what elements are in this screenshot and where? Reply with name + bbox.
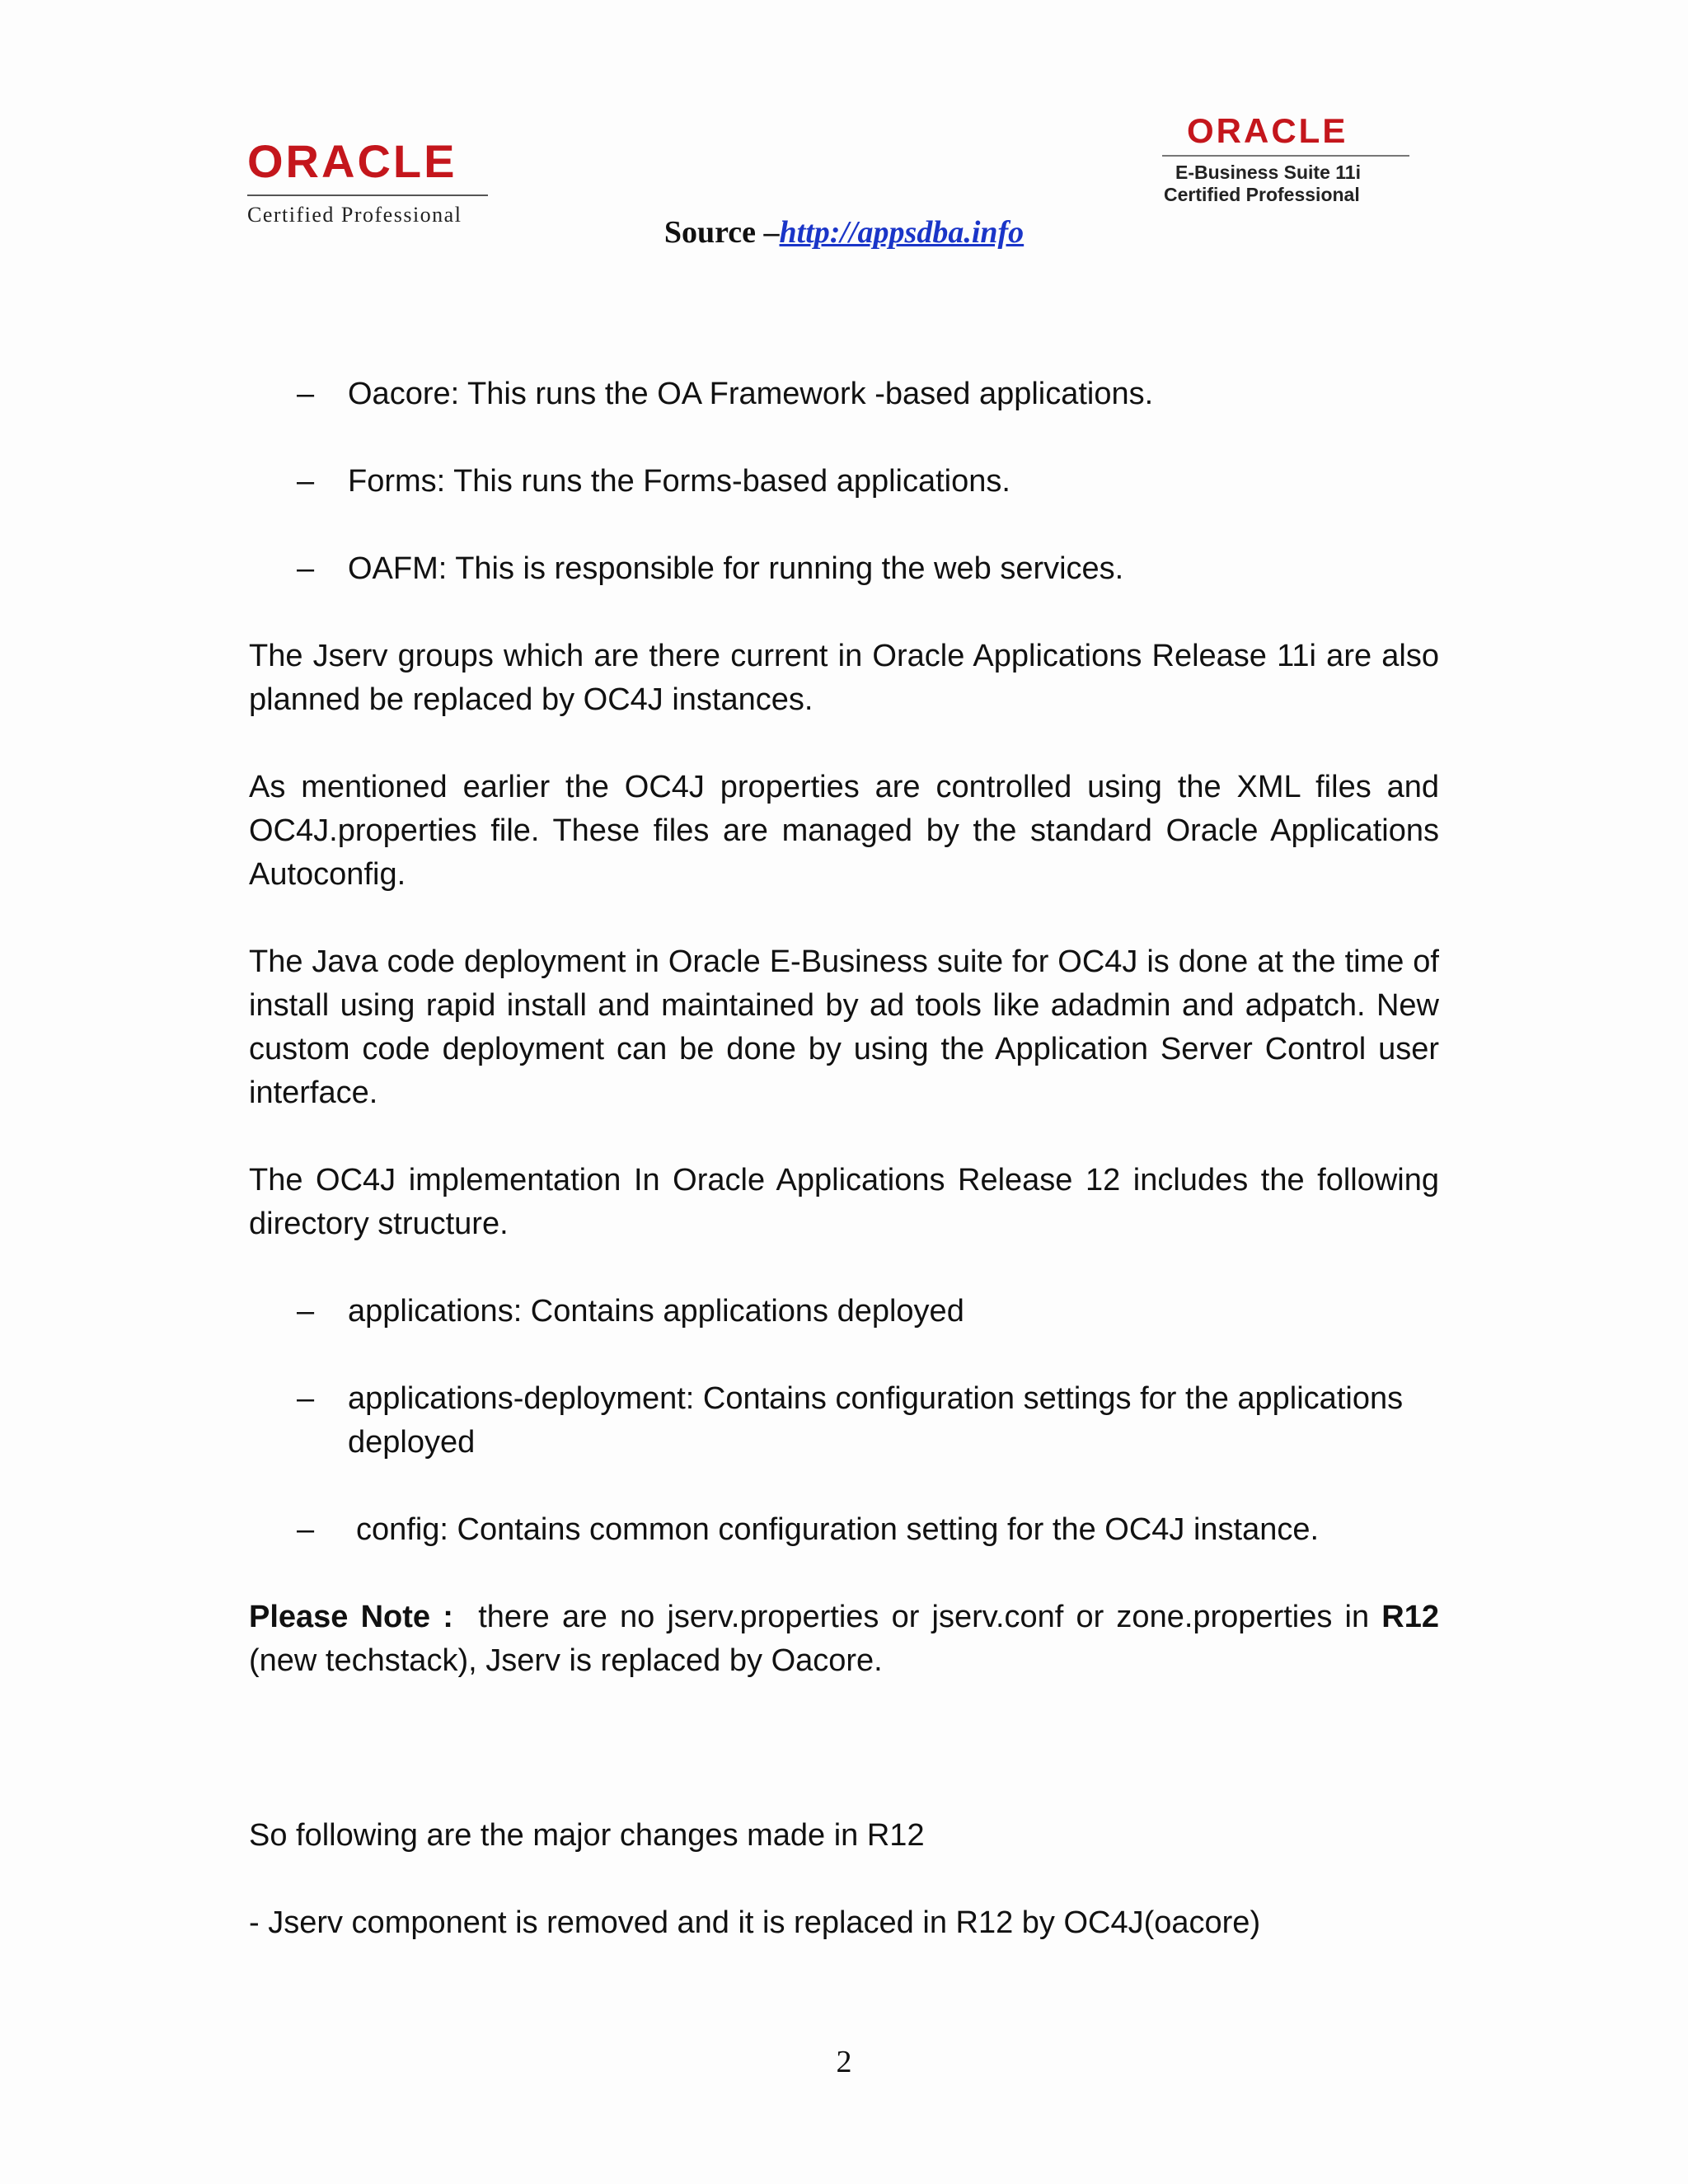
logo-divider — [247, 194, 488, 196]
list-item-text: Oacore: This runs the OA Framework -based applications. — [348, 377, 1154, 411]
logo-brand: ORACLE — [247, 135, 457, 187]
logo-caption: Certified Professional — [247, 203, 462, 227]
dash-bullet: – — [297, 1294, 315, 1329]
note-label: Please Note : — [249, 1600, 453, 1634]
paragraph: So following are the major changes made in R12 — [249, 1818, 925, 1853]
note-text: there are no jserv.properties or jserv.conf or zone.properties in — [478, 1600, 1370, 1634]
source-line — [0, 214, 1688, 251]
paragraph: As mentioned earlier the OC4J properties are controlled using the XML files and OC4J.properties file. These files are managed by the standard Oracle Applications Autoconfig. — [249, 770, 1439, 892]
dash-bullet: – — [297, 1512, 315, 1547]
paragraph: The Java code deployment in Oracle E-Business suite for OC4J is done at the time of install using rapid install and maintained by ad tools like adadmin and adpatch. New custom code deployment can be done by using the Application Server Control user interface. — [249, 944, 1439, 1110]
dash-bullet: – — [297, 1381, 315, 1416]
logo-divider — [1162, 155, 1409, 157]
dash-bullet: – — [297, 464, 315, 499]
document-body — [249, 373, 1439, 1989]
list-item — [249, 460, 1439, 504]
page-number: 2 — [836, 2045, 852, 2079]
list-item-text: applications: Contains applications deployed — [348, 1294, 964, 1329]
logo-line1: E-Business Suite 11i — [1175, 162, 1361, 183]
logo-brand: ORACLE — [1187, 111, 1348, 150]
oracle-ebs-certified-logo — [1162, 111, 1418, 206]
list-item — [249, 1508, 1439, 1552]
paragraph: The OC4J implementation In Oracle Applications Release 12 includes the following directory structure. — [249, 1163, 1439, 1241]
list-item — [249, 373, 1439, 416]
list-item-text: OAFM: This is responsible for running the web services. — [348, 551, 1124, 586]
list-item — [249, 1290, 1439, 1333]
source-label: Source – — [663, 215, 780, 250]
note-r12: R12 — [1381, 1600, 1439, 1634]
dash-bullet: – — [297, 377, 315, 411]
note-tail: (new techstack), Jserv is replaced by Oacore. — [249, 1643, 883, 1678]
source-link[interactable]: http://appsdba.info — [779, 215, 1025, 250]
list-item-text: applications-deployment: Contains configuration settings for the applications deployed — [348, 1381, 1404, 1460]
paragraph: The Jserv groups which are there current in Oracle Applications Release 11i are also planned be replaced by OC4J instances. — [249, 639, 1439, 717]
list-item-text: Forms: This runs the Forms-based applications. — [348, 464, 1010, 499]
dash-bullet: – — [297, 551, 315, 586]
list-item — [249, 1377, 1439, 1465]
logo-line2: Certified Professional — [1164, 184, 1360, 205]
list-item-text: config: Contains common configuration setting for the OC4J instance. — [356, 1512, 1320, 1547]
list-item — [249, 547, 1439, 591]
paragraph: - Jserv component is removed and it is replaced in R12 by OC4J(oacore) — [249, 1905, 1261, 1940]
note-paragraph — [249, 1596, 1439, 1683]
